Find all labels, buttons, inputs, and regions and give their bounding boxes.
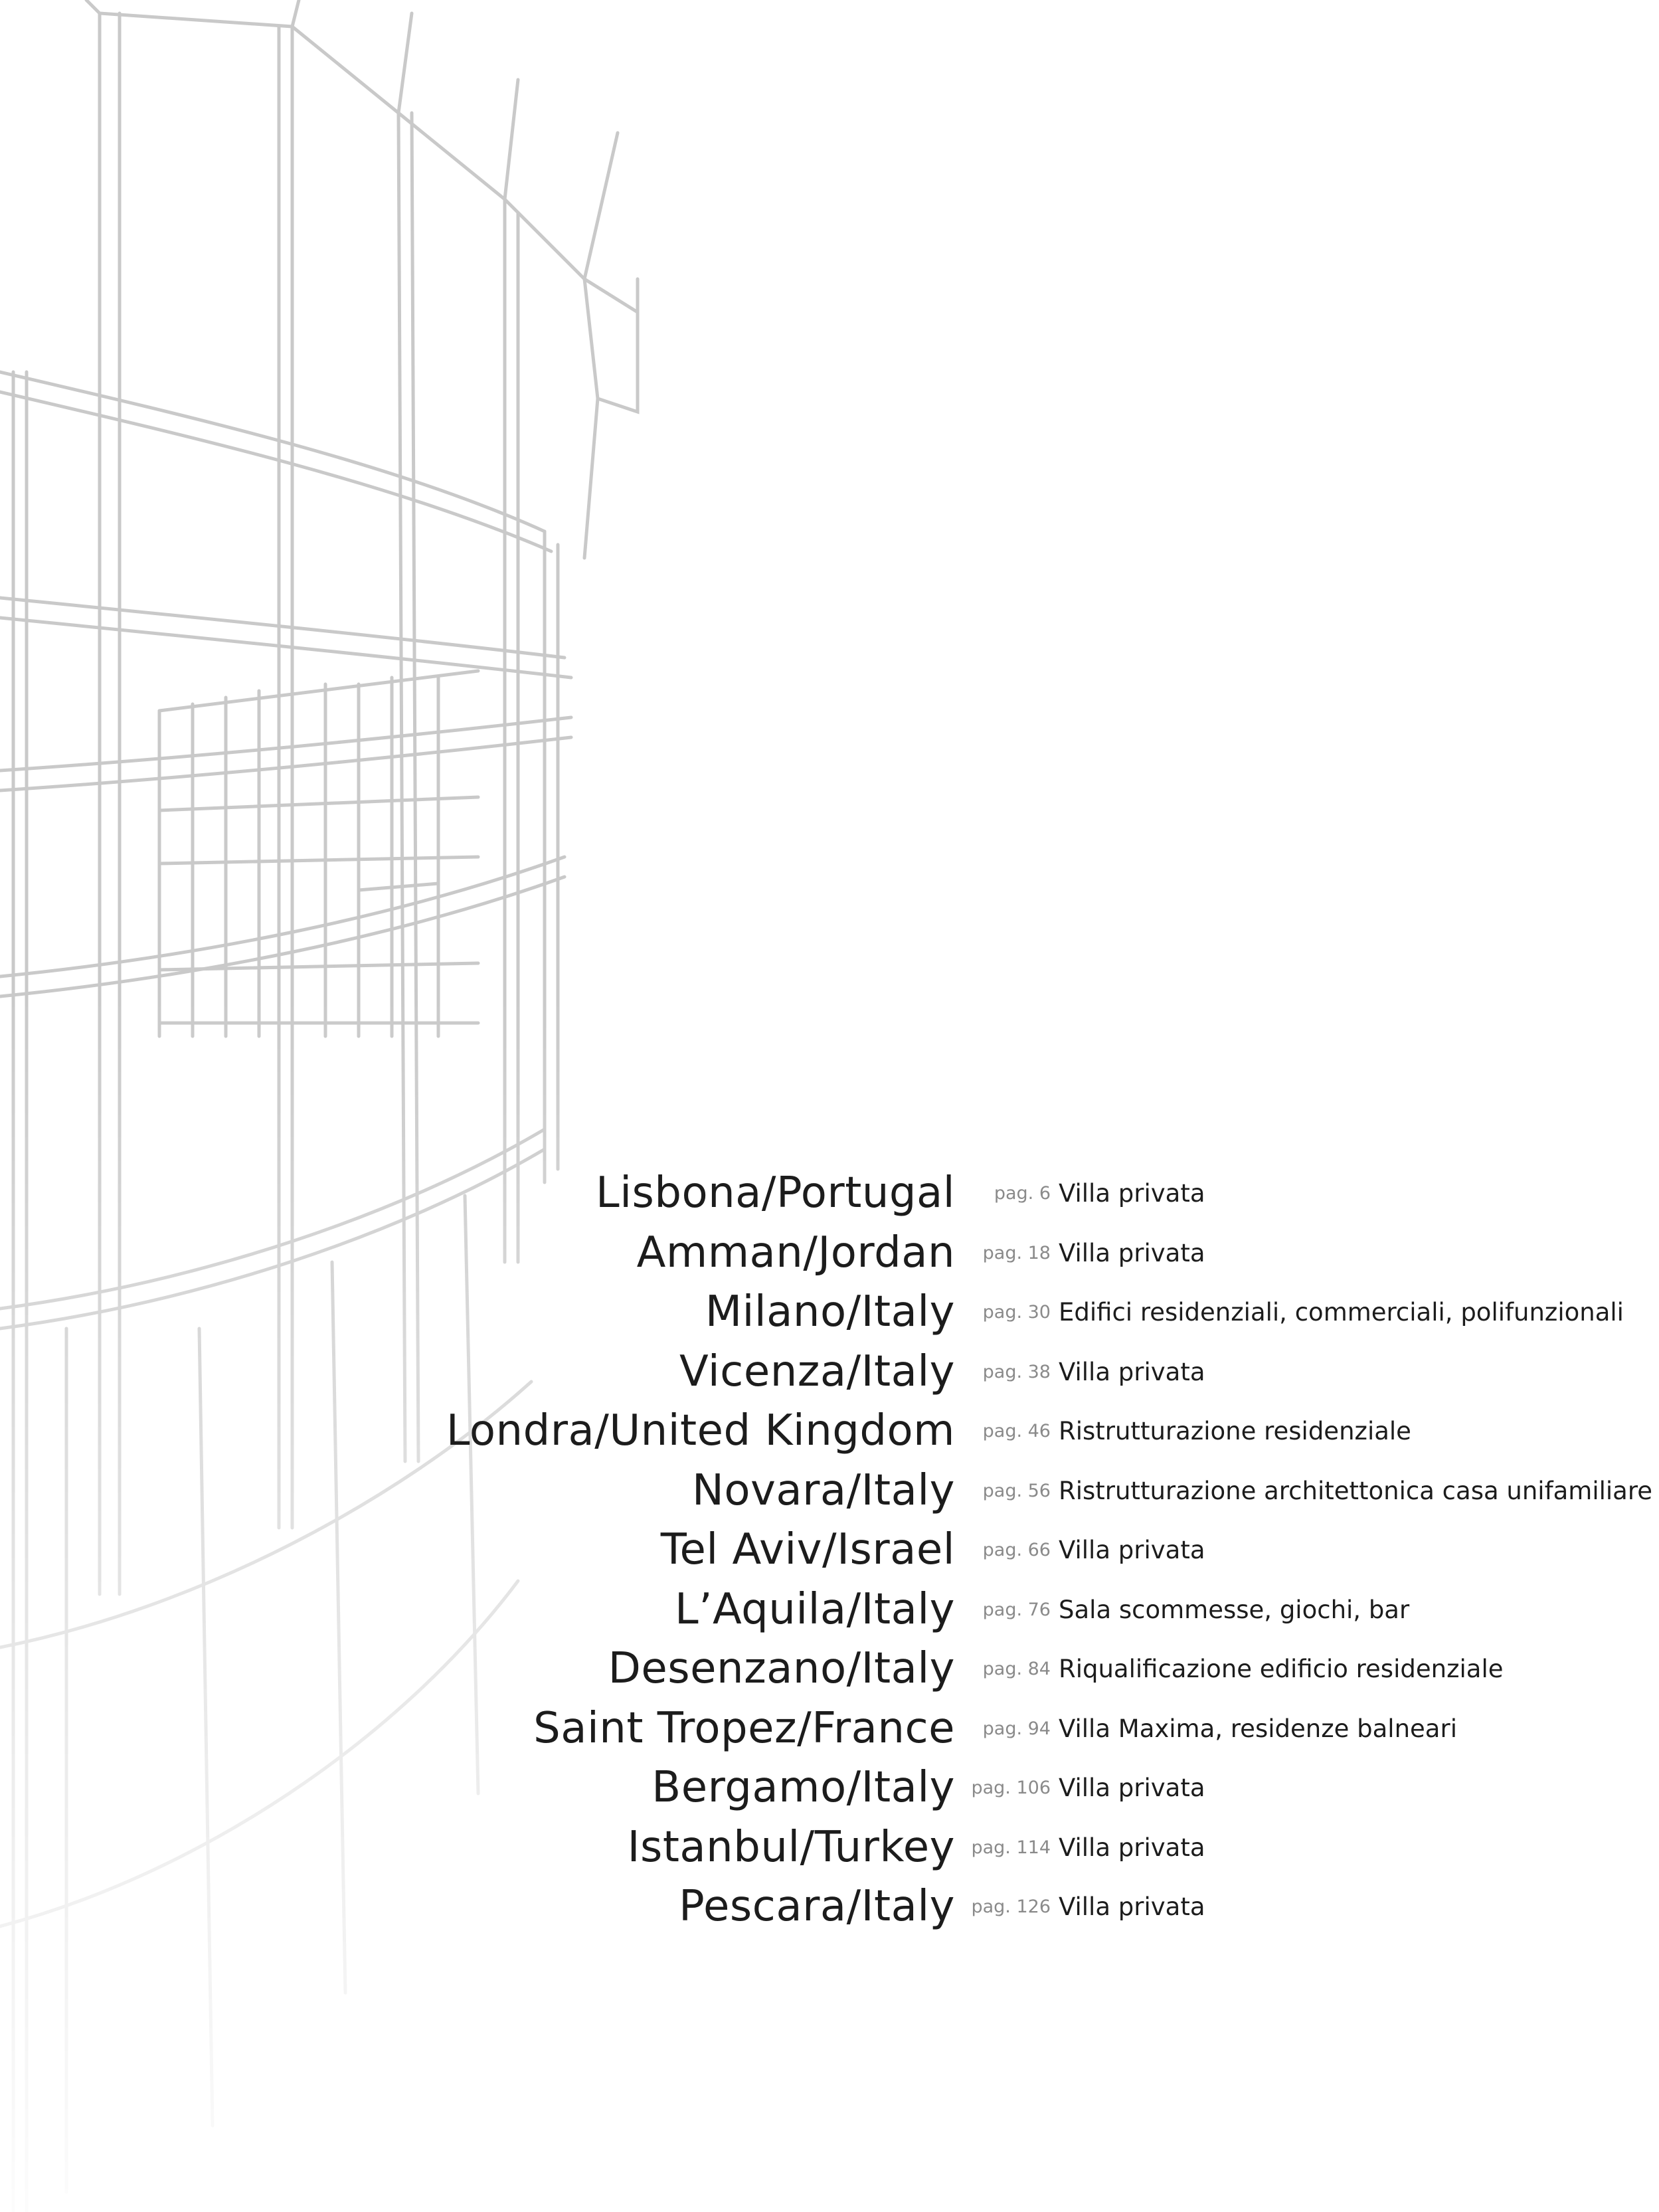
toc-entry[interactable]	[0, 1461, 1659, 1521]
toc-page-ref: pag. 30	[982, 1302, 1051, 1323]
toc-page-ref: pag. 46	[982, 1421, 1051, 1441]
toc-description: Villa privata	[1059, 1892, 1205, 1921]
toc-entry[interactable]	[0, 1818, 1659, 1878]
toc-city: L’Aquila/Italy	[674, 1584, 955, 1634]
toc-description: Sala scommesse, giochi, bar	[1059, 1595, 1410, 1624]
toc-city: Vicenza/Italy	[679, 1346, 955, 1396]
toc-description: Villa privata	[1059, 1536, 1205, 1564]
toc-description: Villa Maxima, residenze balneari	[1059, 1714, 1457, 1743]
toc-page-ref: pag. 114	[971, 1837, 1051, 1858]
toc-page-ref: pag. 18	[982, 1242, 1051, 1263]
toc-entry[interactable]	[0, 1283, 1659, 1342]
toc-city: Milano/Italy	[705, 1287, 955, 1336]
toc-page-ref: pag. 94	[982, 1718, 1051, 1739]
toc-page-ref: pag. 56	[982, 1480, 1051, 1501]
toc-entry[interactable]	[0, 1164, 1659, 1224]
toc-description: Villa privata	[1059, 1357, 1205, 1386]
toc-entry[interactable]	[0, 1402, 1659, 1461]
toc-page-ref: pag. 126	[971, 1896, 1051, 1917]
toc-entry[interactable]	[0, 1639, 1659, 1699]
toc-city: Pescara/Italy	[679, 1882, 955, 1931]
toc-city: Tel Aviv/Israel	[660, 1525, 955, 1574]
toc-entry[interactable]	[0, 1758, 1659, 1818]
toc-city: Bergamo/Italy	[652, 1763, 955, 1812]
toc-description: Ristrutturazione architettonica casa unifamiliare	[1059, 1476, 1652, 1505]
toc-city: Novara/Italy	[691, 1465, 955, 1515]
toc-description: Villa privata	[1059, 1833, 1205, 1862]
toc-entry[interactable]	[0, 1877, 1659, 1937]
toc-description: Villa privata	[1059, 1179, 1205, 1208]
toc-entry[interactable]	[0, 1342, 1659, 1402]
toc-entry[interactable]	[0, 1580, 1659, 1640]
toc-page-ref: pag. 6	[994, 1183, 1051, 1204]
toc-description: Riqualificazione edificio residenziale	[1059, 1655, 1504, 1683]
toc-city: Desenzano/Italy	[608, 1644, 955, 1693]
toc-entry[interactable]	[0, 1699, 1659, 1759]
toc-page-ref: pag. 66	[982, 1540, 1051, 1560]
toc-description: Edifici residenziali, commerciali, polifunzionali	[1059, 1298, 1624, 1327]
toc-page-ref: pag. 38	[982, 1361, 1051, 1382]
toc-description: Villa privata	[1059, 1238, 1205, 1267]
toc-city: Istanbul/Turkey	[627, 1822, 955, 1872]
toc-entry[interactable]	[0, 1521, 1659, 1580]
toc-city: Amman/Jordan	[636, 1228, 955, 1277]
toc-description: Ristrutturazione residenziale	[1059, 1417, 1411, 1445]
toc-city: Saint Tropez/France	[533, 1703, 955, 1753]
toc-city: Lisbona/Portugal	[596, 1168, 955, 1218]
toc-page-ref: pag. 84	[982, 1659, 1051, 1679]
toc-page-ref: pag. 76	[982, 1599, 1051, 1620]
table-of-contents	[0, 1164, 1659, 1937]
toc-description: Villa privata	[1059, 1774, 1205, 1802]
toc-entry[interactable]	[0, 1224, 1659, 1283]
toc-page-ref: pag. 106	[971, 1778, 1051, 1798]
toc-city: Londra/United Kingdom	[446, 1406, 955, 1455]
